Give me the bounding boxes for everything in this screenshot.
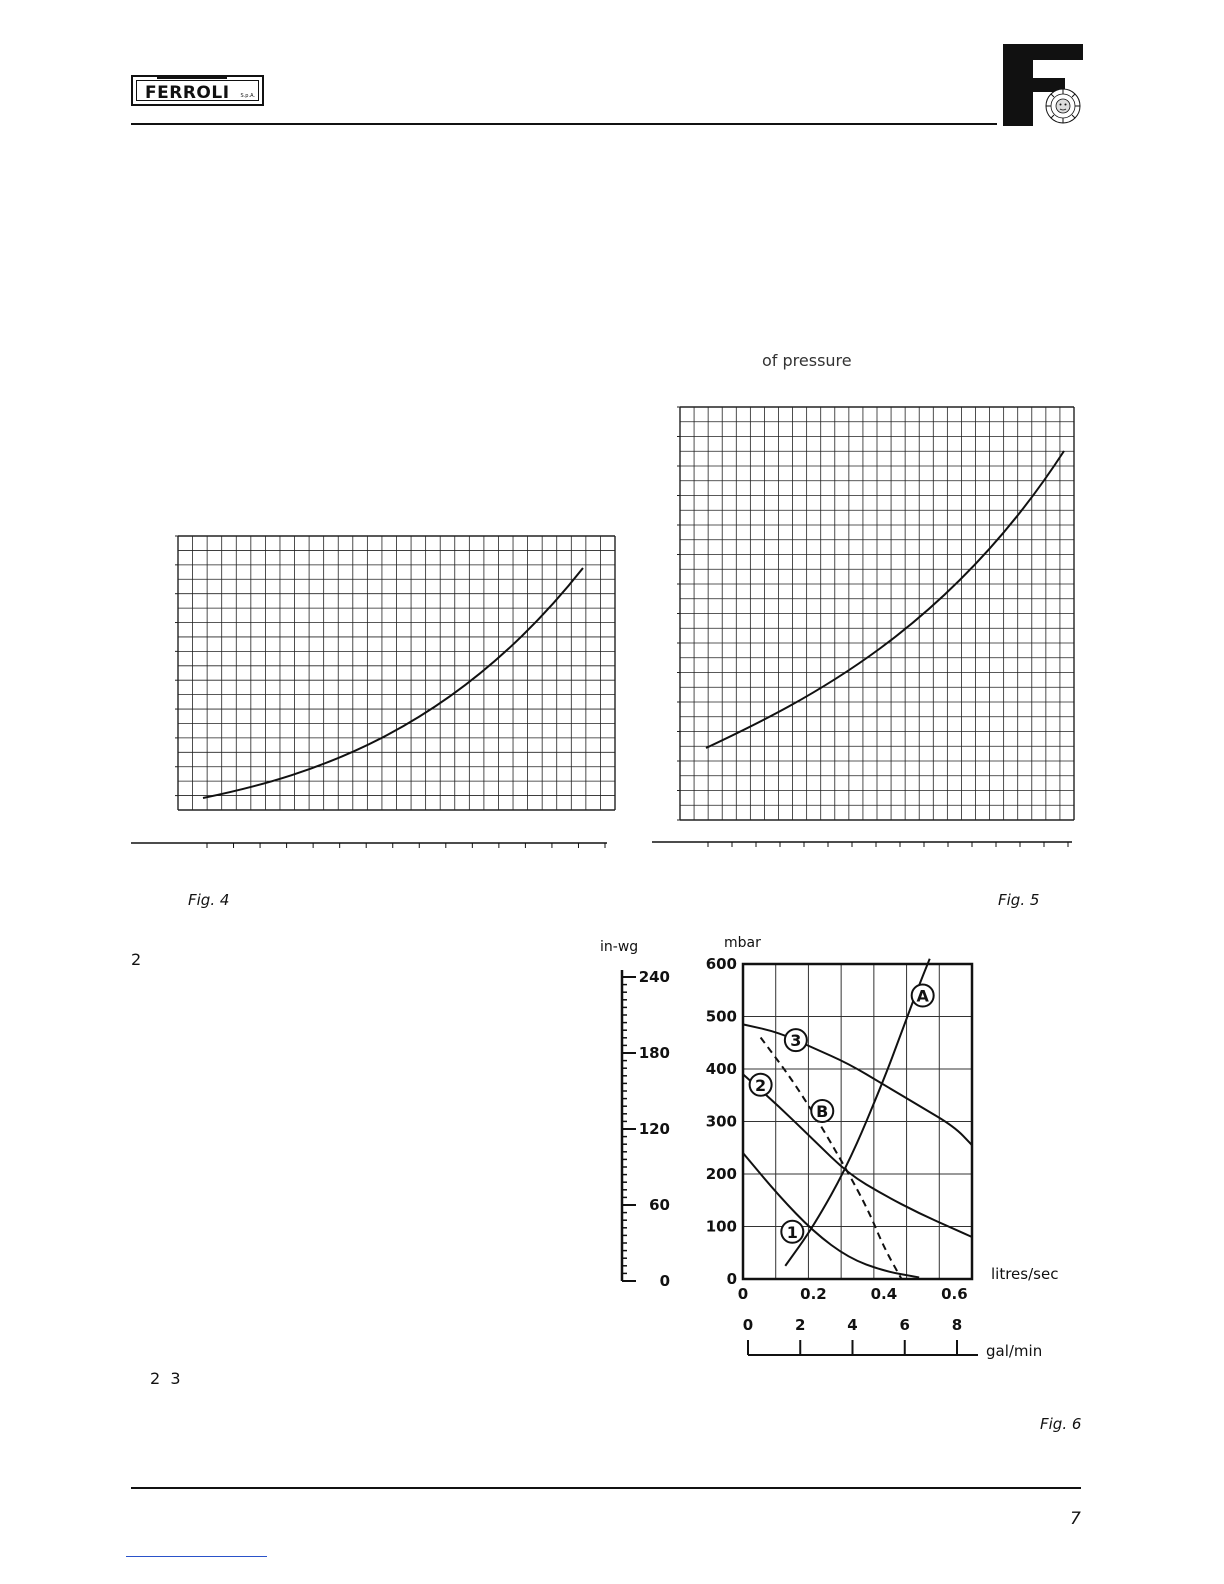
logo-text: FERROLI (145, 83, 230, 103)
in-wg-axis-ticks (622, 968, 670, 1290)
gal-min-tick-label: 8 (951, 1316, 963, 1334)
fig4-grid (175, 536, 615, 810)
fig6-y-tick-label: 400 (705, 1060, 737, 1078)
fig6-series-marker-label: 2 (755, 1075, 767, 1095)
gal-min-axis (743, 1316, 978, 1355)
fig6-y-tick-label: 600 (705, 955, 737, 973)
footer-rule (131, 1487, 1081, 1489)
gal-min-tick-label: 6 (899, 1316, 910, 1334)
fig6-y-tick-label: 0 (726, 1270, 737, 1288)
fig6-series-marker-label: A (916, 986, 929, 1006)
gal-min-tick-label: 2 (795, 1316, 806, 1334)
gal-min-tick-label: 4 (847, 1316, 858, 1334)
in-wg-tick-label: 240 (638, 968, 670, 986)
gal-min-tick-label: 0 (742, 1316, 754, 1334)
header-rule (131, 123, 997, 125)
fig6-series-marker-label: 1 (786, 1222, 798, 1242)
in-wg-tick-label: 120 (638, 1120, 670, 1138)
fig6-series-A (785, 959, 929, 1266)
in-wg-axis-label: in-wg (600, 939, 639, 955)
fig6-x-tick-label: 0 (737, 1285, 749, 1303)
fig6-series-marker-label: B (816, 1102, 829, 1121)
fig6-series-1 (743, 1153, 919, 1277)
fig6-y-tick-label: 100 (705, 1217, 737, 1236)
fig6-x-tick-label: 0.4 (870, 1285, 898, 1303)
fig6-y-tick-label: 200 (705, 1165, 737, 1183)
fig6-x-tick-label: 0.6 (941, 1285, 968, 1303)
in-wg-tick-label: 180 (638, 1044, 670, 1062)
fig6-series-marker-label: 3 (790, 1031, 802, 1051)
in-wg-tick-label: 0 (659, 1272, 670, 1290)
pressure-text-fragment: of pressure (762, 351, 852, 370)
section-numbers-2-3: 2 3 (150, 1369, 181, 1388)
footer-link-underline (126, 1556, 267, 1557)
fig6-chart (590, 925, 1080, 1365)
page-number: 7 (1070, 1509, 1081, 1529)
fig5-caption: Fig. 5 (998, 891, 1040, 909)
logo-suffix: S.p.A. (240, 93, 255, 99)
fig5-chart (648, 400, 1082, 860)
fig6-series-markers (750, 985, 934, 1243)
logo-inner-border (136, 80, 259, 101)
fig6-grid (743, 964, 972, 1279)
gal-min-axis-label: gal/min (986, 1342, 1043, 1360)
fig6-series-3 (743, 1024, 972, 1145)
fig6-x-tick-labels (738, 1285, 968, 1303)
ferroli-logo (131, 75, 264, 106)
fig5-grid (677, 407, 1074, 820)
section-number-2: 2 (131, 950, 142, 969)
corner-f-mark-icon (1003, 44, 1083, 126)
fig6-series (743, 959, 972, 1279)
fig6-y-tick-labels (706, 955, 737, 1288)
fig4-curve (203, 568, 583, 798)
fig6-y-tick-label: 500 (705, 1007, 737, 1026)
mbar-axis-label: mbar (724, 935, 761, 951)
fig4-chart (125, 530, 625, 860)
fig6-series-2 (743, 1074, 972, 1237)
fig6-x-tick-label: 0.2 (800, 1285, 827, 1303)
fig6-caption: Fig. 6 (1040, 1415, 1082, 1433)
litres-sec-axis-label: litres/sec (991, 1265, 1059, 1283)
fig4-caption: Fig. 4 (188, 891, 230, 909)
fig6-y-tick-label: 300 (705, 1112, 737, 1131)
in-wg-tick-label: 60 (649, 1196, 670, 1214)
